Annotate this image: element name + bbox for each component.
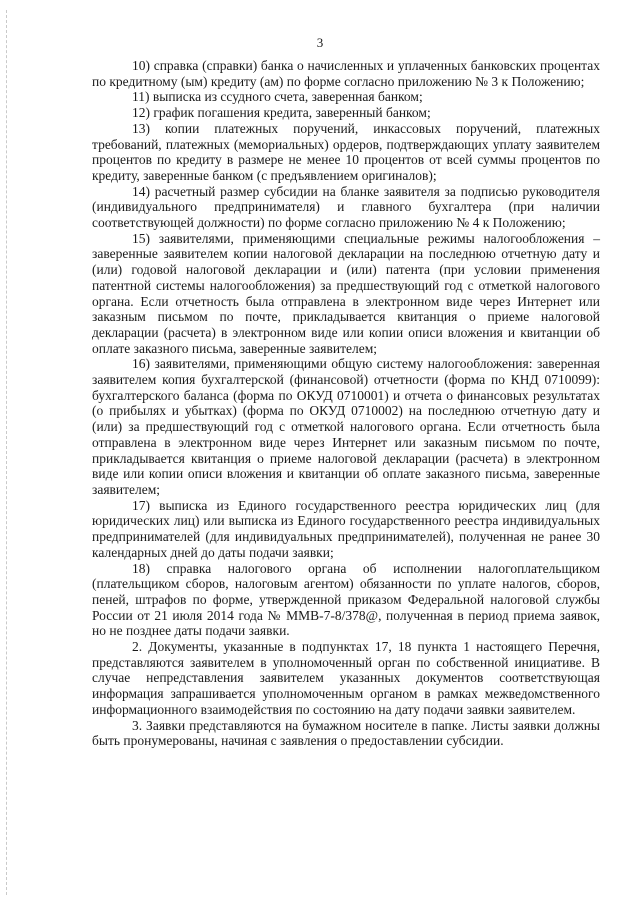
paragraph-item-14: 14) расчетный размер субсидии на бланке заявителя за подписью руководителя (индивидуального предпринимателя) и главного бухгалтера (при наличии соответствующей должности) по форме согласно приложению № 4 к Положению; — [92, 183, 600, 231]
paragraph-section-3: 3. Заявки представляются на бумажном носителе в папке. Листы заявки должны быть пронумерованы, начиная с заявления о предоставлении субсидии. — [92, 717, 600, 749]
paragraph-item-16: 16) заявителями, применяющими общую систему налогообложения: заверенная заявителем копия бухгалтерской (финансовой) отчетности (форма по КНД 0710099): бухгалтерского баланса (форма по ОКУД 0710001) и отчета о финансовых результатах (о прибылях и убытках) (форма по ОКУД 0710002) на последнюю отчетную дату и (или) за предшествующий год с отметкой налогового органа. Если отчетность была отправлена в электронном виде через Интернет или заказным письмом по почте, прикладывается квитанция о приеме налоговой декларации (расчета) в электронном виде или копии описи вложения и квитанции об оплате заказного письма, заверенные заявителем; — [92, 356, 600, 497]
paragraph-item-10: 10) справка (справки) банка о начисленных и уплаченных банковских процентах по кредитному (ым) кредиту (ам) по форме согласно приложению № 3 к Положению; — [92, 58, 600, 89]
page-number: 3 — [316, 35, 324, 50]
paragraph-item-15: 15) заявителями, применяющими специальные режимы налогообложения – заверенные заявителем копии налоговой декларации на последнюю отчетную дату и (или) годовой налоговой декларации и (или) патента (при условии применения патентной системы налогообложения) за предшествующий год с отметкой налогового органа. Если отчетность была отправлена в электронном виде через Интернет или заказным письмом по почте, прикладывается квитанция о приеме налоговой декларации (расчета) в электронном виде или копии описи вложения и квитанции об оплате заказного письма, заверенные заявителем; — [92, 230, 600, 356]
paragraph-item-11: 11) выписка из ссудного счета, заверенная банком; — [132, 89, 423, 105]
paragraph-item-18: 18) справка налогового органа об исполнении налогоплательщиком (плательщиком сборов, налоговым агентом) обязанности по уплате налогов, сборов, пеней, штрафов по форме, утвержденной приказом Федеральной налоговой службы России от 21 июля 2014 года № ММВ-7-8/378@, полученная в период приема заявок, но не позднее даты подачи заявки. — [92, 560, 600, 639]
scan-margin-line — [6, 10, 7, 895]
paragraph-section-2: 2. Документы, указанные в подпунктах 17, 18 пункта 1 настоящего Перечня, представляются заявителем в уполномоченный орган по собственной инициативе. В случае непредставления заявителем указанных документов соответствующая информация запрашивается уполномоченным органом в рамках межведомственного информационного взаимодействия по состоянию на дату подачи заявки заявителем. — [92, 639, 600, 717]
paragraph-item-12: 12) график погашения кредита, заверенный банком; — [132, 105, 431, 121]
paragraph-item-17: 17) выписка из Единого государственного реестра юридических лиц (для юридических лиц) или выписка из Единого государственного реестра индивидуальных предпринимателей (для индивидуальных предпринимателей), полученная не ранее 30 календарных дней до даты подачи заявки; — [92, 497, 600, 560]
paragraph-item-13: 13) копии платежных поручений, инкассовых поручений, платежных требований, платежных (мемориальных) ордеров, подтверждающих уплату заявителем процентов по кредиту в размере не менее 10 процентов от всей суммы процентов по кредиту, заверенные банком (с предъявлением оригиналов); — [92, 120, 600, 183]
document-body — [92, 58, 600, 749]
